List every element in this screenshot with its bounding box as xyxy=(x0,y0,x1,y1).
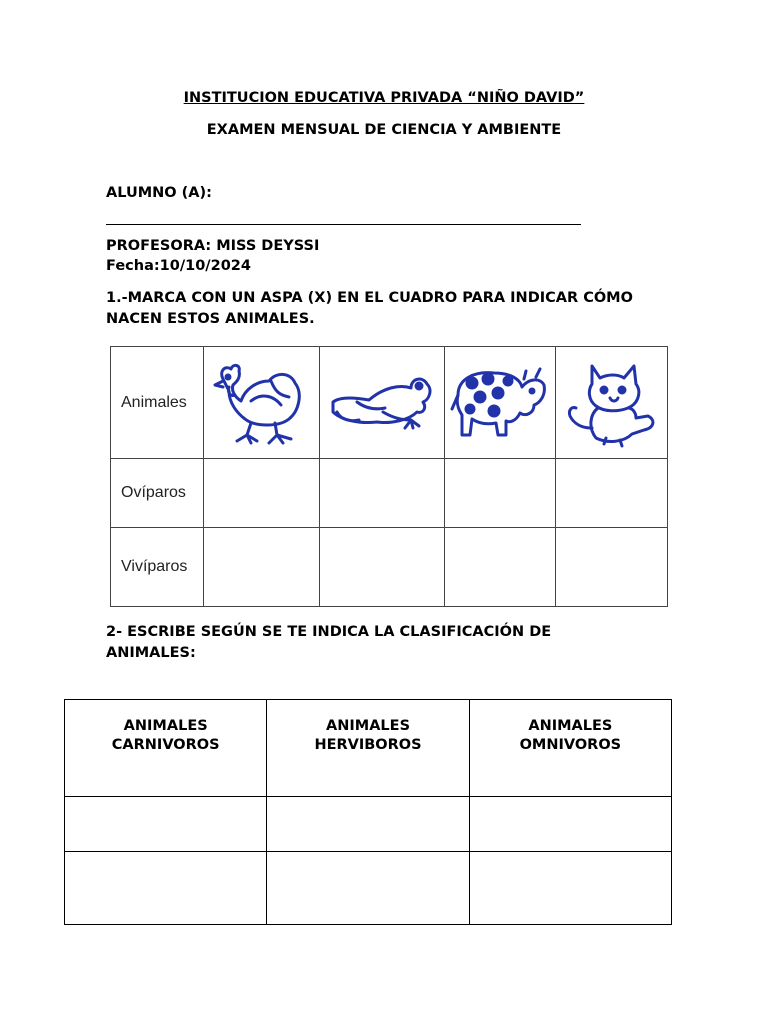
question-2-line-2: ANIMALES: xyxy=(106,645,196,661)
header-line: CARNIVOROS xyxy=(111,737,220,753)
answer-cell[interactable] xyxy=(65,852,267,925)
classification-table xyxy=(64,699,672,925)
answer-cell[interactable] xyxy=(319,459,444,528)
answer-cell[interactable] xyxy=(319,528,444,607)
birth-type-table xyxy=(110,346,668,607)
oviparous-row xyxy=(111,459,668,528)
answer-cell[interactable] xyxy=(556,459,668,528)
question-1-line-2: NACEN ESTOS ANIMALES. xyxy=(106,311,315,327)
row-label-animales: Animales xyxy=(111,347,204,459)
hen-icon xyxy=(211,357,311,449)
header-line: ANIMALES xyxy=(123,718,208,734)
answer-cell[interactable] xyxy=(65,797,267,852)
answer-cell[interactable] xyxy=(469,797,671,852)
answer-cell[interactable] xyxy=(469,852,671,925)
row-label-oviparos: Ovíparos xyxy=(111,459,204,528)
row-label-viviparos: Vivíparos xyxy=(111,528,204,607)
header-omnivores xyxy=(469,700,671,797)
viviparous-row xyxy=(111,528,668,607)
animal-cell-cat xyxy=(556,347,668,459)
animal-cell-cow xyxy=(444,347,556,459)
header-carnivores xyxy=(65,700,267,797)
date-label: Fecha:10/10/2024 xyxy=(106,258,251,274)
answer-cell[interactable] xyxy=(203,459,319,528)
cat-icon xyxy=(562,358,662,448)
answer-cell[interactable] xyxy=(267,797,469,852)
classification-row xyxy=(65,797,672,852)
header-line: HERVIBOROS xyxy=(314,737,422,753)
animals-row xyxy=(111,347,668,459)
frog-icon xyxy=(327,368,437,438)
answer-cell[interactable] xyxy=(267,852,469,925)
answer-cell[interactable] xyxy=(556,528,668,607)
answer-cell[interactable] xyxy=(444,459,556,528)
school-title: INSTITUCION EDUCATIVA PRIVADA “NIÑO DAVID” xyxy=(183,90,585,106)
header-line: ANIMALES xyxy=(326,718,411,734)
question-1-line-1: 1.-MARCA CON UN ASPA (X) EN EL CUADRO PARA INDICAR CÓMO xyxy=(106,290,633,306)
exam-title: EXAMEN MENSUAL DE CIENCIA Y AMBIENTE xyxy=(206,122,562,138)
classification-header-row xyxy=(65,700,672,797)
animal-cell-frog xyxy=(319,347,444,459)
classification-row xyxy=(65,852,672,925)
answer-cell[interactable] xyxy=(444,528,556,607)
student-name-blank-line xyxy=(106,224,581,225)
header-line: OMNIVOROS xyxy=(519,737,622,753)
header-herbivores xyxy=(267,700,469,797)
animal-cell-hen xyxy=(203,347,319,459)
cow-icon xyxy=(450,365,550,441)
question-2-line-1: 2- ESCRIBE SEGÚN SE TE INDICA LA CLASIFICACIÓN DE xyxy=(106,624,552,640)
header-line: ANIMALES xyxy=(528,718,613,734)
teacher-label: PROFESORA: MISS DEYSSI xyxy=(106,238,320,254)
answer-cell[interactable] xyxy=(203,528,319,607)
student-label: ALUMNO (A): xyxy=(106,185,212,201)
